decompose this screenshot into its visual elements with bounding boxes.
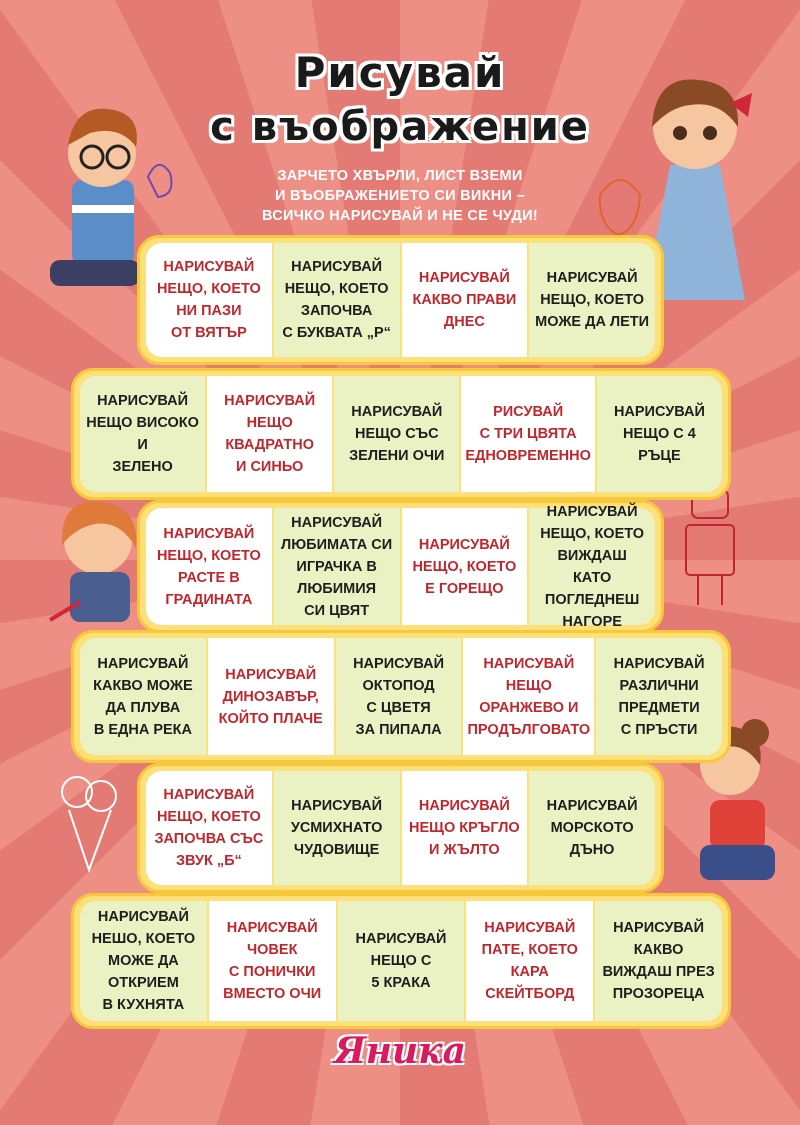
board-cell[interactable]: НАРИСУВАЙ РАЗЛИЧНИ ПРЕДМЕТИ С ПРЪСТИ (596, 638, 722, 755)
board-cell[interactable]: НАРИСУВАЙ НЕЩО ОРАНЖЕВО И ПРОДЪЛГОВАТО (463, 638, 594, 755)
board-cell[interactable]: НАРИСУВАЙ НЕЩО С 5 КРАКА (338, 901, 465, 1021)
yanika-logo: Яника (334, 1030, 466, 1072)
subtitle-line: ЗАРЧЕТО ХВЪРЛИ, ЛИСТ ВЗЕМИ (277, 168, 523, 184)
board-cell[interactable]: НАРИСУВАЙ НЕЩО, КОЕТО РАСТЕ В ГРАДИНАТА (146, 508, 272, 625)
board-cell[interactable]: НАРИСУВАЙ НЕЩО КВАДРАТНО И СИНЬО (207, 376, 332, 492)
board-cell[interactable]: НАРИСУВАЙ НЕЩО СЪС ЗЕЛЕНИ ОЧИ (334, 376, 459, 492)
subtitle (0, 166, 800, 226)
board-cell[interactable]: НАРИСУВАЙ ДИНОЗАВЪР, КОЙТО ПЛАЧЕ (208, 638, 334, 755)
board-cell[interactable]: НАРИСУВАЙ ПАТЕ, КОЕТО КАРА СКЕЙТБОРД (466, 901, 593, 1021)
board-row-5 (137, 763, 664, 893)
title-line-1: Рисувай (294, 48, 506, 97)
ice-cream-doodle (55, 770, 125, 880)
board-cell[interactable]: НАРИСУВАЙ НЕЩО, КОЕТО ЗАПОЧВА С БУКВАТА „Р“ (274, 243, 400, 357)
board-cell[interactable]: РИСУВАЙ С ТРИ ЦВЯТА ЕДНОВРЕМЕННО (461, 376, 595, 492)
board-cell[interactable]: НАРИСУВАЙ КАКВО ПРАВИ ДНЕС (402, 243, 528, 357)
board-cell[interactable]: НАРИСУВАЙ НЕЩО КРЪГЛО И ЖЪЛТО (402, 771, 528, 885)
board-cell[interactable]: НАРИСУВАЙ КАКВО МОЖЕ ДА ПЛУВА В ЕДНА РЕКА (80, 638, 206, 755)
board-cell[interactable]: НАРИСУВАЙ НЕЩО, КОЕТО НИ ПАЗИ ОТ ВЯТЪР (146, 243, 272, 357)
board-cell[interactable]: НАРИСУВАЙ МОРСКОТО ДЪНО (529, 771, 655, 885)
board-cell[interactable]: НАРИСУВАЙ ЛЮБИМАТА СИ ИГРАЧКА В ЛЮБИМИЯ СИ ЦВЯТ (274, 508, 400, 625)
board-cell[interactable]: НАРИСУВАЙ ЧОВЕК С ПОНИЧКИ ВМЕСТО ОЧИ (209, 901, 336, 1021)
board-row-4 (71, 630, 731, 763)
board-row-2 (71, 368, 731, 500)
board-cell[interactable]: НАРИСУВАЙ КАКВО ВИЖДАШ ПРЕЗ ПРОЗОРЕЦА (595, 901, 722, 1021)
board-row-3 (137, 500, 664, 633)
girl-with-crayon-illustration (40, 490, 150, 640)
board-cell[interactable]: НАРИСУВАЙ НЕЩО, КОЕТО ВИЖДАШ КАТО ПОГЛЕДНЕШ НАГОРЕ (529, 508, 655, 625)
board-cell[interactable]: НАРИСУВАЙ НЕЩО, КОЕТО Е ГОРЕЩО (402, 508, 528, 625)
board-cell[interactable]: НАРИСУВАЙ ОКТОПОД С ЦВЕТЯ ЗА ПИПАЛА (336, 638, 462, 755)
board-cell[interactable]: НАРИСУВАЙ НЕЩО, КОЕТО МОЖЕ ДА ЛЕТИ (529, 243, 655, 357)
board-cell[interactable]: НАРИСУВАЙ НЕШО, КОЕТО МОЖЕ ДА ОТКРИЕМ В КУХНЯТА (80, 901, 207, 1021)
board-cell[interactable]: НАРИСУВАЙ НЕЩО ВИСОКО И ЗЕЛЕНО (80, 376, 205, 492)
board-cell[interactable]: НАРИСУВАЙ НЕЩО, КОЕТО ЗАПОЧВА СЪС ЗВУК „Б“ (146, 771, 272, 885)
subtitle-line: ВСИЧКО НАРИСУВАЙ И НЕ СЕ ЧУДИ! (261, 208, 538, 224)
subtitle-line: И ВЪОБРАЖЕНИЕТО СИ ВИКНИ – (275, 188, 525, 204)
board-row-6 (71, 893, 731, 1029)
board-cell[interactable]: НАРИСУВАЙ УСМИХНАТО ЧУДОВИЩЕ (274, 771, 400, 885)
board-cell[interactable]: НАРИСУВАЙ НЕЩО С 4 РЪЦЕ (597, 376, 722, 492)
board-row-1 (137, 235, 664, 365)
title-line-2: с въображение (210, 104, 590, 150)
